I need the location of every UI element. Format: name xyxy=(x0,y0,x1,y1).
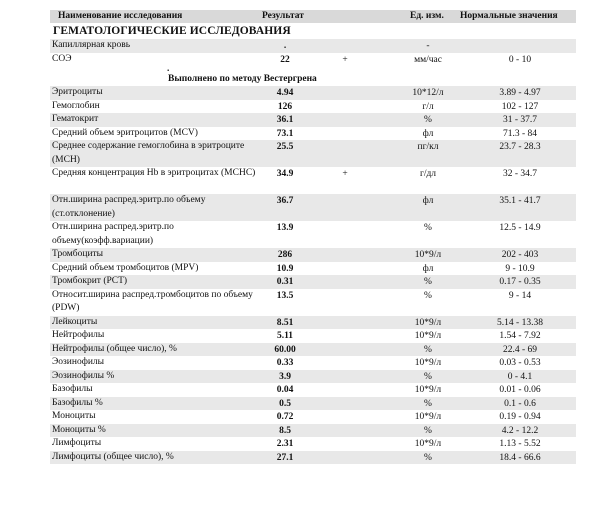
result-unit: 10*9/л xyxy=(414,250,442,260)
result-unit: 10*9/л xyxy=(414,331,442,341)
result-name: Средний объем тромбоцитов (MPV) xyxy=(52,262,199,273)
result-norm: 71.3 - 84 xyxy=(502,128,538,139)
result-norm: 18.4 - 66.6 xyxy=(499,452,541,463)
result-flag: + xyxy=(342,54,348,65)
result-value: . xyxy=(283,41,287,51)
table-row xyxy=(50,356,576,370)
result-unit: пг/кл xyxy=(417,142,439,152)
result-unit: % xyxy=(424,277,432,287)
result-name: Моноциты % xyxy=(52,424,106,435)
results-table xyxy=(50,86,576,464)
result-value: 10.9 xyxy=(276,263,294,274)
note-dot: . xyxy=(167,64,170,74)
header-unit: Ед. изм. xyxy=(410,11,444,21)
result-unit: 10*9/л xyxy=(414,358,442,368)
result-norm: 0.03 - 0.53 xyxy=(499,358,541,368)
result-name: Базофилы % xyxy=(52,397,103,408)
result-unit: 10*9/л xyxy=(414,317,442,328)
result-name: Базофилы xyxy=(52,384,93,394)
table-header xyxy=(50,10,576,23)
result-norm: 5.14 - 13.38 xyxy=(497,317,543,328)
result-unit: % xyxy=(424,371,432,382)
result-unit: % xyxy=(424,290,432,301)
result-unit: 10*9/л xyxy=(414,385,442,395)
result-unit: 10*9/л xyxy=(414,439,442,449)
result-unit: % xyxy=(424,425,432,436)
table-row xyxy=(50,167,576,194)
result-unit: % xyxy=(424,452,432,463)
table-row xyxy=(50,248,576,262)
result-value: 36.7 xyxy=(276,196,294,206)
result-unit: 10*12/л xyxy=(412,88,444,98)
method-note xyxy=(50,66,576,86)
result-name: СОЭ xyxy=(52,53,72,64)
result-name: Нейтрофилы xyxy=(52,330,105,340)
result-norm: 1.54 - 7.92 xyxy=(499,331,541,341)
result-name: Лимфоциты xyxy=(52,438,102,448)
result-value: 5.11 xyxy=(276,331,294,341)
result-value: 22 xyxy=(280,54,290,65)
result-unit: фл xyxy=(422,196,434,206)
result-value: 126 xyxy=(277,101,293,112)
result-unit: % xyxy=(424,223,432,233)
table-row xyxy=(50,289,576,316)
result-name: Лимфоциты (общее число), % xyxy=(52,451,174,462)
result-unit: % xyxy=(424,398,432,409)
result-norm: 0 - 10 xyxy=(508,54,532,65)
result-name: Тромбоциты xyxy=(52,249,104,259)
result-norm: 9 - 14 xyxy=(508,290,532,301)
table-row xyxy=(50,100,576,114)
header-result: Результат xyxy=(262,11,304,21)
result-name: Эозинофилы xyxy=(52,357,105,367)
table-row xyxy=(50,370,576,384)
table-row xyxy=(50,86,576,100)
result-norm: 0.01 - 0.06 xyxy=(499,385,541,395)
result-name: Относит.ширина распред.тромбоцитов по объему (PDW) xyxy=(52,289,253,313)
table-row xyxy=(50,410,576,424)
header-name: Наименование исследования xyxy=(58,11,183,21)
table-row xyxy=(50,383,576,397)
result-name: Гематокрит xyxy=(52,114,99,124)
result-norm: 4.2 - 12.2 xyxy=(501,425,539,436)
section-title xyxy=(50,23,576,39)
result-norm: 0 - 4.1 xyxy=(507,371,533,382)
result-value: 34.9 xyxy=(276,169,294,179)
result-value: 286 xyxy=(277,250,293,260)
result-name: Отн.ширина распред.эритр.по объему(коэфф.вариации) xyxy=(52,222,174,246)
table-row xyxy=(50,113,576,127)
result-norm: 31 - 37.7 xyxy=(502,115,538,125)
result-value: 0.04 xyxy=(276,385,294,395)
result-value: 0.5 xyxy=(279,398,291,409)
result-norm: 0.17 - 0.35 xyxy=(499,277,541,287)
result-name: Эозинофилы % xyxy=(52,370,115,381)
result-norm: 12.5 - 14.9 xyxy=(499,223,541,233)
note-text: Выполнено по методу Вестергрена xyxy=(168,74,317,84)
table-row xyxy=(50,343,576,357)
result-value: 3.9 xyxy=(279,371,291,382)
result-value: 13.5 xyxy=(276,290,294,301)
result-unit: % xyxy=(424,115,432,125)
result-name: Нейтрофилы (общее число), % xyxy=(52,343,177,354)
result-value: 13.9 xyxy=(276,223,294,233)
result-name: Лейкоциты xyxy=(52,316,98,327)
table-row xyxy=(50,316,576,330)
result-value: 4.94 xyxy=(276,88,294,98)
table-row xyxy=(50,437,576,451)
result-value: 8.51 xyxy=(276,317,294,328)
table-row xyxy=(50,275,576,289)
lab-results-sheet xyxy=(50,10,576,464)
table-row xyxy=(50,424,576,438)
section-title-text: ГЕМАТОЛОГИЧЕСКИЕ ИССЛЕДОВАНИЯ xyxy=(53,25,291,37)
result-unit: % xyxy=(424,344,432,355)
result-unit: - xyxy=(426,41,430,51)
result-norm: 102 - 127 xyxy=(501,101,539,112)
result-norm: 32 - 34.7 xyxy=(502,169,538,179)
top-rows xyxy=(50,39,576,66)
result-name: Капиллярная кровь xyxy=(52,40,131,50)
result-value: 73.1 xyxy=(276,128,294,139)
result-value: 8.5 xyxy=(279,425,291,436)
result-value: 0.33 xyxy=(276,358,294,368)
result-name: Моноциты xyxy=(52,411,96,421)
result-name: Средняя концентрация Hb в эритроцитах (MCHC) xyxy=(52,168,256,178)
result-name: Отн.ширина распред.эритр.по объему (ст.отклонение) xyxy=(52,195,206,219)
result-name: Средний объем эритроцитов (MCV) xyxy=(52,127,198,138)
result-unit: г/л xyxy=(422,101,434,112)
table-row xyxy=(50,127,576,141)
result-norm: 22.4 - 69 xyxy=(502,344,538,355)
result-name: Тромбокрит (PCT) xyxy=(52,276,128,286)
header-norm: Нормальные значения xyxy=(460,11,558,21)
result-name: Эритроциты xyxy=(52,87,103,97)
result-unit: мм/час xyxy=(414,54,442,65)
result-norm: 202 - 403 xyxy=(501,250,539,260)
result-norm: 3.89 - 4.97 xyxy=(499,88,541,98)
result-unit: фл xyxy=(422,263,434,274)
result-norm: 1.13 - 5.52 xyxy=(499,439,541,449)
result-value: 0.31 xyxy=(276,277,294,287)
result-value: 25.5 xyxy=(276,142,294,152)
table-row xyxy=(50,140,576,167)
table-row xyxy=(50,329,576,343)
result-unit: 10*9/л xyxy=(414,412,442,422)
result-norm: 9 - 10.9 xyxy=(505,263,535,274)
result-unit: фл xyxy=(422,128,434,139)
result-value: 0.72 xyxy=(276,412,294,422)
result-name: Среднее содержание гемоглобина в эритроците (MCH) xyxy=(52,141,245,165)
table-row xyxy=(50,397,576,411)
result-value: 60.00 xyxy=(274,344,296,355)
result-norm: 35.1 - 41.7 xyxy=(499,196,541,206)
table-row xyxy=(50,53,576,67)
result-norm: 0.1 - 0.6 xyxy=(504,398,536,409)
result-value: 36.1 xyxy=(276,115,294,125)
result-value: 2.31 xyxy=(276,439,294,449)
table-row xyxy=(50,451,576,465)
result-name: Гемоглобин xyxy=(52,100,100,111)
result-value: 27.1 xyxy=(276,452,294,463)
table-row xyxy=(50,194,576,221)
table-row xyxy=(50,39,576,53)
result-unit: г/дл xyxy=(419,169,437,179)
table-row xyxy=(50,221,576,248)
result-norm: 0.19 - 0.94 xyxy=(499,412,541,422)
result-norm: 23.7 - 28.3 xyxy=(499,142,541,152)
table-row xyxy=(50,262,576,276)
result-flag: + xyxy=(342,169,348,179)
